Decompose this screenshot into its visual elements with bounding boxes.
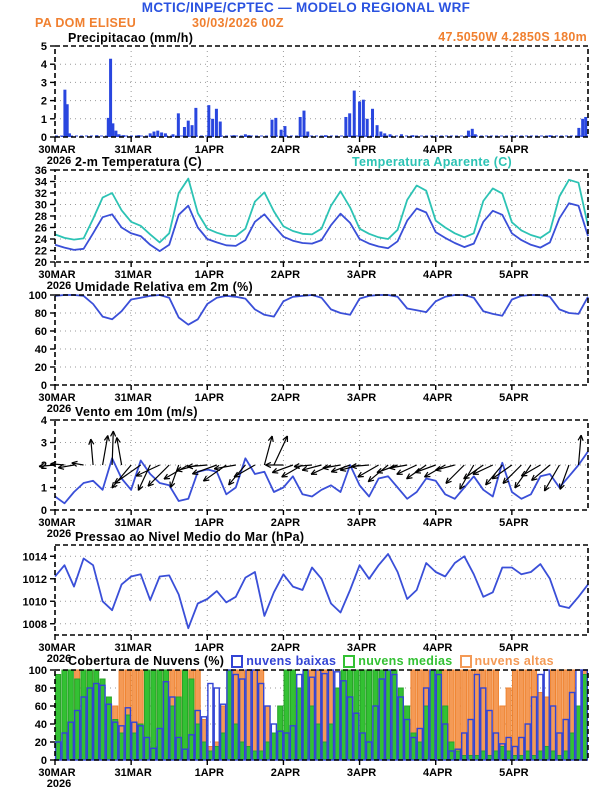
svg-text:1APR: 1APR — [194, 517, 224, 529]
svg-text:40: 40 — [34, 719, 47, 731]
svg-text:36: 36 — [34, 165, 47, 177]
wind-arrow-icon — [264, 436, 273, 465]
cloud-bar-medias — [360, 670, 365, 760]
svg-text:4APR: 4APR — [423, 392, 453, 404]
svg-text:2026: 2026 — [46, 528, 72, 540]
cloud-bar-altas — [493, 670, 498, 760]
precip-bar — [219, 122, 222, 137]
wind-arrow-icon — [282, 465, 303, 477]
panel-5-plot — [29, 665, 588, 790]
cloud-bar-medias — [322, 742, 327, 760]
panel-1-plot — [35, 165, 588, 292]
cloud-bar-medias — [316, 724, 321, 760]
svg-text:34: 34 — [34, 176, 47, 189]
cloud-bar-medias — [240, 742, 245, 760]
svg-text:2: 2 — [40, 460, 47, 472]
line-series — [55, 179, 588, 243]
cloud-bar-medias — [202, 742, 207, 760]
wind-arrow-icon — [170, 465, 179, 488]
panel-precip-title: Precipitacao (mm/h) — [68, 31, 194, 45]
svg-text:5APR: 5APR — [499, 517, 529, 529]
svg-text:2APR: 2APR — [270, 517, 301, 529]
svg-text:28: 28 — [34, 211, 47, 223]
cloud-bar-medias — [525, 751, 530, 760]
svg-text:4: 4 — [40, 415, 47, 427]
cloud-bar-medias — [170, 706, 175, 760]
cloud-bar-medias — [443, 706, 448, 760]
svg-text:3APR: 3APR — [346, 144, 377, 156]
cloud-bar-medias — [246, 747, 251, 761]
wind-arrow-icon — [532, 465, 550, 480]
cloud-bar-medias — [163, 670, 168, 760]
precip-bar — [371, 109, 374, 137]
cloud-bar-medias — [290, 670, 295, 760]
wind-arrow-icon — [136, 465, 160, 476]
cloud-bar-medias — [144, 670, 149, 760]
cloud-bar-medias — [227, 670, 232, 760]
cloud-bar-medias — [183, 670, 188, 760]
precip-bar — [358, 102, 361, 137]
cloud-bar-altas — [506, 688, 511, 760]
svg-text:60: 60 — [34, 326, 47, 338]
wind-arrow-icon — [103, 435, 110, 465]
precip-bar — [215, 109, 218, 137]
svg-text:1: 1 — [40, 113, 47, 126]
cloud-bar-medias — [303, 670, 308, 760]
svg-text:1APR: 1APR — [194, 144, 224, 156]
panel-apparent-temp-title: Temperatura Aparente (C) — [352, 155, 513, 169]
cloud-bar-medias — [87, 670, 92, 760]
svg-text:32: 32 — [34, 188, 47, 200]
svg-text:2026: 2026 — [46, 778, 72, 790]
svg-text:31MAR: 31MAR — [114, 269, 152, 281]
line-series — [55, 452, 588, 504]
svg-text:4: 4 — [40, 59, 47, 72]
panel-clouds-header — [68, 654, 554, 668]
precip-bar — [211, 119, 214, 137]
legend-label-nuvens-baixas: nuvens baixas — [246, 654, 337, 668]
svg-text:1010: 1010 — [22, 596, 47, 609]
cloud-bar-altas — [519, 670, 524, 760]
precip-bar — [274, 118, 277, 137]
cloud-bar-medias — [367, 670, 372, 760]
svg-text:2APR: 2APR — [270, 269, 301, 281]
cloud-bar-medias — [151, 670, 156, 760]
cloud-bar-medias — [157, 670, 162, 760]
nuvens-medias-swatch-icon — [343, 655, 355, 668]
wind-arrow-icon — [521, 465, 540, 476]
svg-text:3APR: 3APR — [346, 767, 377, 779]
station-name: PA DOM ELISEU — [35, 16, 137, 30]
svg-text:0: 0 — [40, 132, 47, 144]
main-title: MCTIC/INPE/CPTEC — MODELO REGIONAL WRF — [141, 0, 471, 15]
svg-text:4APR: 4APR — [423, 144, 453, 156]
svg-text:3APR: 3APR — [346, 269, 377, 281]
cloud-bar-altas — [551, 670, 556, 760]
precip-bar — [66, 104, 69, 137]
svg-text:60: 60 — [34, 701, 47, 713]
svg-text:2APR: 2APR — [270, 642, 301, 654]
svg-text:3: 3 — [40, 437, 47, 450]
precip-bar — [376, 125, 379, 137]
svg-text:4APR: 4APR — [423, 767, 453, 779]
legend-item-nuvens-baixas — [231, 654, 336, 668]
cloud-bar-medias — [455, 751, 460, 760]
cloud-bar-medias — [430, 670, 435, 760]
svg-text:5APR: 5APR — [499, 642, 529, 654]
precip-bar — [299, 117, 302, 137]
cloud-bar-medias — [81, 670, 86, 760]
line-series — [55, 295, 588, 325]
svg-text:4APR: 4APR — [423, 642, 453, 654]
cloud-bar-altas — [538, 693, 543, 761]
svg-text:30: 30 — [34, 199, 47, 212]
svg-text:1008: 1008 — [22, 618, 47, 631]
svg-text:30MAR: 30MAR — [38, 642, 76, 654]
cloud-bar-altas — [531, 670, 536, 760]
precip-bar — [584, 117, 587, 137]
svg-text:30MAR: 30MAR — [38, 269, 76, 281]
legend-label-nuvens-medias: nuvens medias — [358, 654, 453, 668]
panel-pressure-title: Pressao ao Nivel Medio do Mar (hPa) — [75, 530, 305, 544]
panel-0-plot — [38, 41, 588, 167]
cloud-bar-medias — [373, 670, 378, 760]
precip-bar — [187, 121, 190, 137]
precip-bar — [302, 111, 305, 137]
cloud-bar-medias — [328, 724, 333, 760]
wind-arrow-icon — [544, 465, 559, 491]
svg-text:3APR: 3APR — [346, 642, 377, 654]
precip-bar — [183, 127, 186, 137]
cloud-bar-medias — [75, 679, 80, 760]
wind-arrow-icon — [274, 436, 288, 465]
svg-text:2026: 2026 — [46, 653, 72, 665]
svg-text:3: 3 — [40, 77, 47, 90]
precip-bar — [111, 123, 114, 137]
cloud-bar-medias — [176, 697, 181, 760]
cloud-bar-altas — [557, 670, 562, 760]
legend-label-nuvens-altas: nuvens altas — [474, 654, 554, 668]
cloud-bar-medias — [417, 742, 422, 760]
svg-text:2026: 2026 — [46, 280, 72, 292]
wind-arrow-icon — [435, 465, 454, 471]
svg-text:20: 20 — [34, 257, 47, 269]
svg-text:5APR: 5APR — [499, 144, 529, 156]
cloud-bar-medias — [252, 751, 257, 760]
svg-text:1014: 1014 — [22, 551, 47, 564]
svg-text:31MAR: 31MAR — [114, 144, 152, 156]
cloud-bar-medias — [436, 670, 441, 760]
svg-text:4APR: 4APR — [423, 517, 453, 529]
svg-text:5APR: 5APR — [499, 269, 529, 281]
cloud-bar-medias — [405, 706, 410, 760]
cloud-bar-medias — [195, 724, 200, 760]
svg-text:31MAR: 31MAR — [114, 392, 152, 404]
cloud-bar-medias — [214, 747, 219, 761]
cloud-bar-medias — [233, 724, 238, 760]
legend-item-nuvens-medias — [343, 654, 452, 668]
svg-text:0: 0 — [40, 380, 47, 392]
nuvens-altas-swatch-icon — [460, 655, 472, 668]
svg-text:30MAR: 30MAR — [38, 767, 76, 779]
svg-text:100: 100 — [28, 290, 47, 302]
wind-arrow-icon — [112, 465, 131, 488]
svg-text:1APR: 1APR — [194, 642, 224, 654]
cloud-bar-medias — [106, 697, 111, 760]
wind-arrow-icon — [89, 439, 94, 465]
panel-humidity-title: Umidade Relativa em 2m (%) — [75, 280, 253, 294]
cloud-bar-medias — [544, 747, 549, 761]
panel-clouds-title: Cobertura de Nuvens (%) — [68, 654, 225, 668]
cloud-bar-medias — [563, 751, 568, 760]
precip-bar — [362, 100, 365, 137]
cloud-bar-altas — [252, 670, 257, 760]
legend-item-nuvens-altas — [460, 654, 554, 668]
cloud-bar-medias — [221, 733, 226, 760]
cloud-bar-medias — [68, 670, 73, 760]
wind-arrow-icon — [424, 465, 445, 477]
cloud-bar-medias — [481, 751, 486, 760]
svg-text:2APR: 2APR — [270, 767, 301, 779]
cloud-bar-medias — [551, 751, 556, 760]
cloud-bar-medias — [265, 742, 270, 760]
cloud-bar-medias — [138, 724, 143, 760]
svg-text:0: 0 — [40, 505, 47, 517]
svg-text:20: 20 — [34, 737, 47, 749]
cloud-bar-medias — [125, 715, 130, 760]
precip-bar — [344, 117, 347, 137]
svg-text:30MAR: 30MAR — [38, 144, 76, 156]
cloud-bar-medias — [56, 675, 61, 761]
precip-bar — [348, 113, 351, 137]
cloud-bar-medias — [506, 751, 511, 760]
svg-text:2APR: 2APR — [270, 392, 301, 404]
precip-bar — [353, 91, 356, 137]
cloud-bar-medias — [576, 706, 581, 760]
cloud-bar-medias — [392, 670, 397, 760]
cloud-bar-medias — [113, 720, 118, 761]
cloud-bar-medias — [424, 706, 429, 760]
cloud-bar-medias — [259, 751, 264, 760]
cloud-bar-altas — [468, 670, 473, 760]
precip-bar — [177, 113, 180, 137]
panel-2-plot — [29, 290, 588, 415]
panel-temp-title: 2-m Temperatura (C) — [75, 155, 203, 169]
svg-text:31MAR: 31MAR — [114, 642, 152, 654]
svg-text:3APR: 3APR — [346, 517, 377, 529]
cloud-bar-medias — [189, 679, 194, 760]
svg-text:26: 26 — [34, 222, 47, 235]
svg-text:1APR: 1APR — [194, 392, 224, 404]
svg-text:31MAR: 31MAR — [114, 517, 152, 529]
cloud-bar-medias — [309, 706, 314, 760]
cloud-bar-medias — [335, 688, 340, 760]
svg-text:0: 0 — [40, 755, 47, 767]
svg-text:2026: 2026 — [46, 155, 72, 167]
wind-arrow-icon — [351, 464, 369, 469]
cloud-bar-medias — [132, 733, 137, 760]
svg-text:40: 40 — [34, 344, 47, 356]
precip-bar — [271, 120, 274, 137]
run-datetime: 30/03/2026 00Z — [192, 16, 284, 30]
svg-text:24: 24 — [34, 234, 47, 246]
panel-4-plot — [23, 545, 588, 665]
cloud-bar-altas — [474, 670, 479, 760]
svg-text:80: 80 — [34, 308, 47, 320]
svg-text:22: 22 — [34, 245, 47, 258]
panel-3-plot — [38, 415, 588, 540]
wind-arrow-icon — [115, 437, 121, 465]
precip-bar — [283, 126, 286, 137]
cloud-bar-medias — [570, 733, 575, 760]
cloud-bar-altas — [455, 670, 460, 760]
cloud-bar-medias — [100, 679, 105, 760]
cloud-bar-medias — [208, 751, 213, 760]
wind-arrow-icon — [446, 465, 464, 483]
svg-text:30MAR: 30MAR — [38, 517, 76, 529]
cloud-bar-medias — [398, 688, 403, 760]
svg-text:100: 100 — [28, 665, 47, 677]
precip-bar — [207, 105, 210, 137]
panel-wind-title: Vento em 10m (m/s) — [75, 405, 198, 419]
precip-bar — [194, 108, 197, 137]
cloud-bar-altas — [487, 670, 492, 760]
nuvens-baixas-swatch-icon — [231, 655, 243, 668]
svg-text:4APR: 4APR — [423, 269, 453, 281]
cloud-bar-altas — [462, 670, 467, 760]
cloud-bar-medias — [538, 751, 543, 760]
cloud-bar-medias — [386, 670, 391, 760]
cloud-bar-medias — [284, 670, 289, 760]
precip-bar — [366, 119, 369, 137]
svg-text:5: 5 — [40, 41, 47, 53]
svg-text:31MAR: 31MAR — [114, 767, 152, 779]
cloud-bar-altas — [563, 670, 568, 760]
cloud-bar-medias — [379, 670, 384, 760]
cloud-bar-medias — [297, 688, 302, 760]
cloud-bar-medias — [119, 733, 124, 760]
svg-text:1APR: 1APR — [194, 767, 224, 779]
svg-text:30MAR: 30MAR — [38, 392, 76, 404]
svg-text:20: 20 — [34, 362, 47, 374]
svg-text:2026: 2026 — [46, 403, 72, 415]
precip-bar — [191, 125, 194, 137]
svg-text:3APR: 3APR — [346, 392, 377, 404]
cloud-bar-medias — [354, 670, 359, 760]
svg-text:1APR: 1APR — [194, 269, 224, 281]
cloud-bar-medias — [278, 706, 283, 760]
cloud-bar-altas — [525, 670, 530, 760]
cloud-bar-altas — [481, 670, 486, 760]
wind-arrow-icon — [389, 465, 407, 470]
svg-text:1012: 1012 — [22, 573, 47, 586]
svg-text:5APR: 5APR — [499, 392, 529, 404]
cloud-bar-medias — [582, 675, 587, 761]
cloud-bar-medias — [62, 670, 67, 760]
cloud-bar-medias — [341, 670, 346, 760]
cloud-bar-medias — [500, 747, 505, 761]
svg-text:1: 1 — [40, 482, 47, 495]
cloud-bar-medias — [271, 733, 276, 760]
svg-text:5APR: 5APR — [499, 767, 529, 779]
svg-text:2APR: 2APR — [270, 144, 301, 156]
precip-bar — [581, 119, 584, 137]
svg-text:80: 80 — [34, 683, 47, 695]
cloud-bar-medias — [347, 670, 352, 760]
coordinates: 47.5050W 4.2850S 180m — [438, 30, 587, 44]
svg-text:2: 2 — [40, 95, 47, 108]
cloud-bar-medias — [493, 751, 498, 760]
line-series — [55, 554, 588, 628]
